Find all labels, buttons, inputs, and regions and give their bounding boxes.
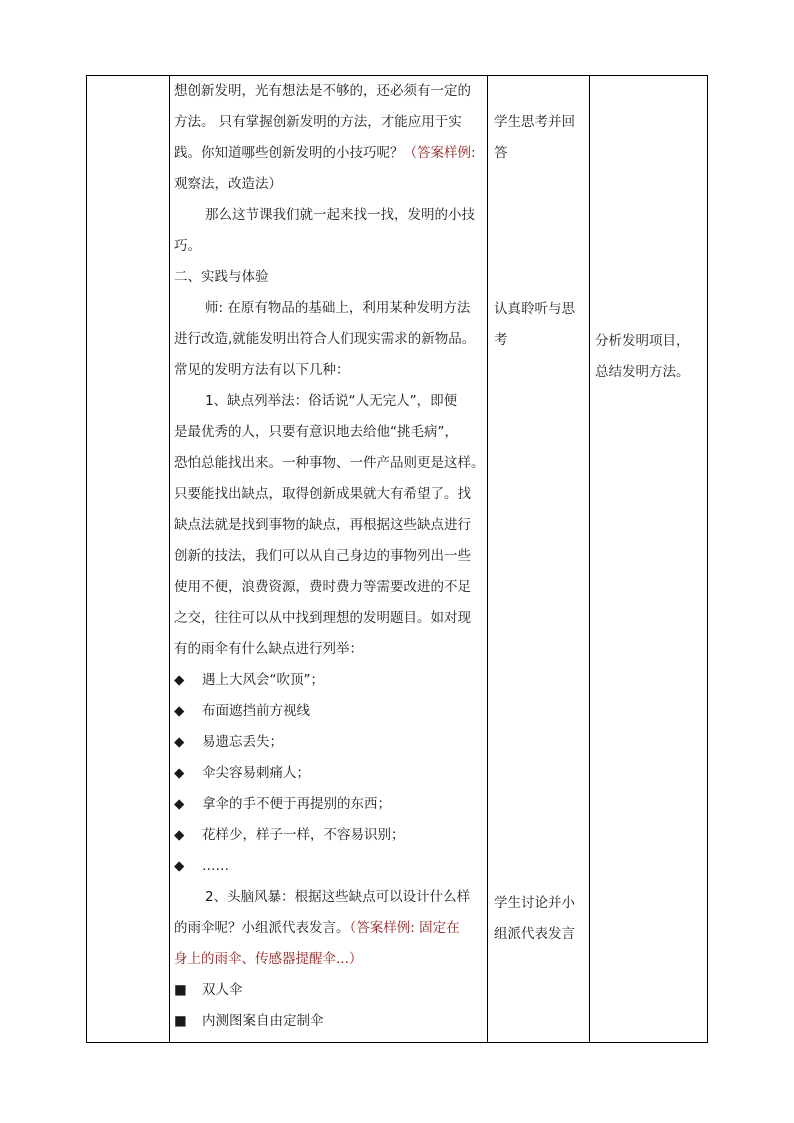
content-line: 观察法，改造法） — [174, 176, 282, 192]
bullet-item — [174, 975, 489, 1006]
diamond-bullet-icon: ◆ — [174, 827, 185, 843]
answer-example: （答案样例: — [403, 145, 476, 161]
bullet-text: 易遗忘丢失； — [202, 734, 283, 750]
student-activity-2 — [494, 294, 575, 356]
diamond-bullet-icon: ◆ — [174, 858, 185, 874]
square-bullet-icon: ■ — [174, 1013, 187, 1029]
diamond-bullet-icon: ◆ — [174, 672, 185, 688]
diamond-bullet-icon: ◆ — [174, 796, 185, 812]
bullet-item — [174, 820, 489, 851]
content-line: 进行改造,就能发明出符合人们现实需求的新物品。 — [174, 331, 476, 347]
content-line: 有的雨伞有什么缺点进行列举： — [174, 641, 363, 657]
bullet-text: …… — [202, 858, 229, 874]
bullet-item — [174, 696, 489, 727]
student-activity-1 — [494, 107, 575, 169]
content-line — [174, 138, 489, 169]
bullet-item — [174, 851, 489, 882]
content-line: 之交，往往可以从中找到理想的发明题目。如对现 — [174, 610, 471, 626]
teaching-content-column — [170, 76, 489, 1037]
answer-example: 身上的雨伞、传感器提醒伞...） — [174, 951, 363, 967]
content-line: 缺点法就是找到事物的缺点，再根据这些缺点进行 — [174, 517, 471, 533]
design-intent — [595, 326, 690, 388]
design-intent-line: 分析发明项目， — [595, 333, 690, 349]
student-activity-line: 学生讨论并小 — [494, 895, 575, 911]
diamond-bullet-icon: ◆ — [174, 703, 185, 719]
design-intent-line: 总结发明方法。 — [595, 364, 690, 380]
content-line: 使用不便，浪费资源，费时费力等需要改进的不足 — [174, 579, 471, 595]
bullet-text: 花样少，样子一样，不容易识别； — [202, 827, 405, 843]
answer-example: （答案样例: 固定在 — [349, 920, 460, 936]
bullet-item — [174, 789, 489, 820]
content-line: 师: 在原有物品的基础上，利用某种发明方法 — [205, 300, 471, 316]
content-line: 想创新发明，光有想法是不够的，还必须有一定的 — [174, 83, 471, 99]
content-line: 恐怕总能找出来。一种事物、一件产品则更是这样。 — [174, 455, 485, 471]
bullet-item — [174, 758, 489, 789]
content-text: 的雨伞呢？小组派代表发言。 — [174, 920, 350, 936]
bullet-item — [174, 727, 489, 758]
square-bullet-icon: ■ — [174, 982, 187, 998]
student-activity-line: 认真聆听与思 — [494, 301, 575, 317]
content-line: 是最优秀的人，只要有意识地去给他“挑毛病”， — [174, 424, 458, 440]
bullet-item — [174, 1006, 489, 1037]
content-line: 那么这节课我们就一起来找一找，发明的小技 — [205, 207, 475, 223]
student-activity-line: 考 — [494, 332, 508, 348]
student-activity-3 — [494, 888, 575, 950]
content-line: 常见的发明方法有以下几种： — [174, 362, 350, 378]
diamond-bullet-icon: ◆ — [174, 765, 185, 781]
student-activity-line: 学生思考并回 — [494, 114, 575, 130]
content-line: 巧。 — [174, 238, 201, 254]
bullet-item — [174, 665, 489, 696]
bullet-text: 内测图案自由定制伞 — [202, 1013, 324, 1029]
lesson-plan-table — [86, 75, 708, 1043]
content-line: 创新的技法，我们可以从自己身边的事物列出一些 — [174, 548, 471, 564]
content-line: 方法。 只有掌握创新发明的方法，才能应用于实 — [174, 114, 462, 130]
bullet-text: 双人伞 — [202, 982, 243, 998]
student-activity-line: 组派代表发言 — [494, 926, 575, 942]
bullet-text: 拿伞的手不便于再提别的东西； — [202, 796, 391, 812]
content-text: 践。你知道哪些创新发明的小技巧呢？ — [174, 145, 404, 161]
bullet-text: 布面遮挡前方视线 — [202, 703, 310, 719]
bullet-text: 伞尖容易刺痛人； — [202, 765, 310, 781]
bullet-text: 遇上大风会“吹顶”； — [202, 672, 324, 688]
student-activity-line: 答 — [494, 145, 508, 161]
section-heading: 二、实践与体验 — [174, 269, 269, 285]
column-divider — [589, 76, 590, 1042]
content-line — [174, 913, 489, 944]
diamond-bullet-icon: ◆ — [174, 734, 185, 750]
content-line: 1、缺点列举法：俗话说“人无完人”，即便 — [205, 393, 458, 409]
content-line: 只要能找出缺点，取得创新成果就大有希望了。找 — [174, 486, 471, 502]
content-line: 2、头脑风暴：根据这些缺点可以设计什么样 — [205, 889, 471, 905]
